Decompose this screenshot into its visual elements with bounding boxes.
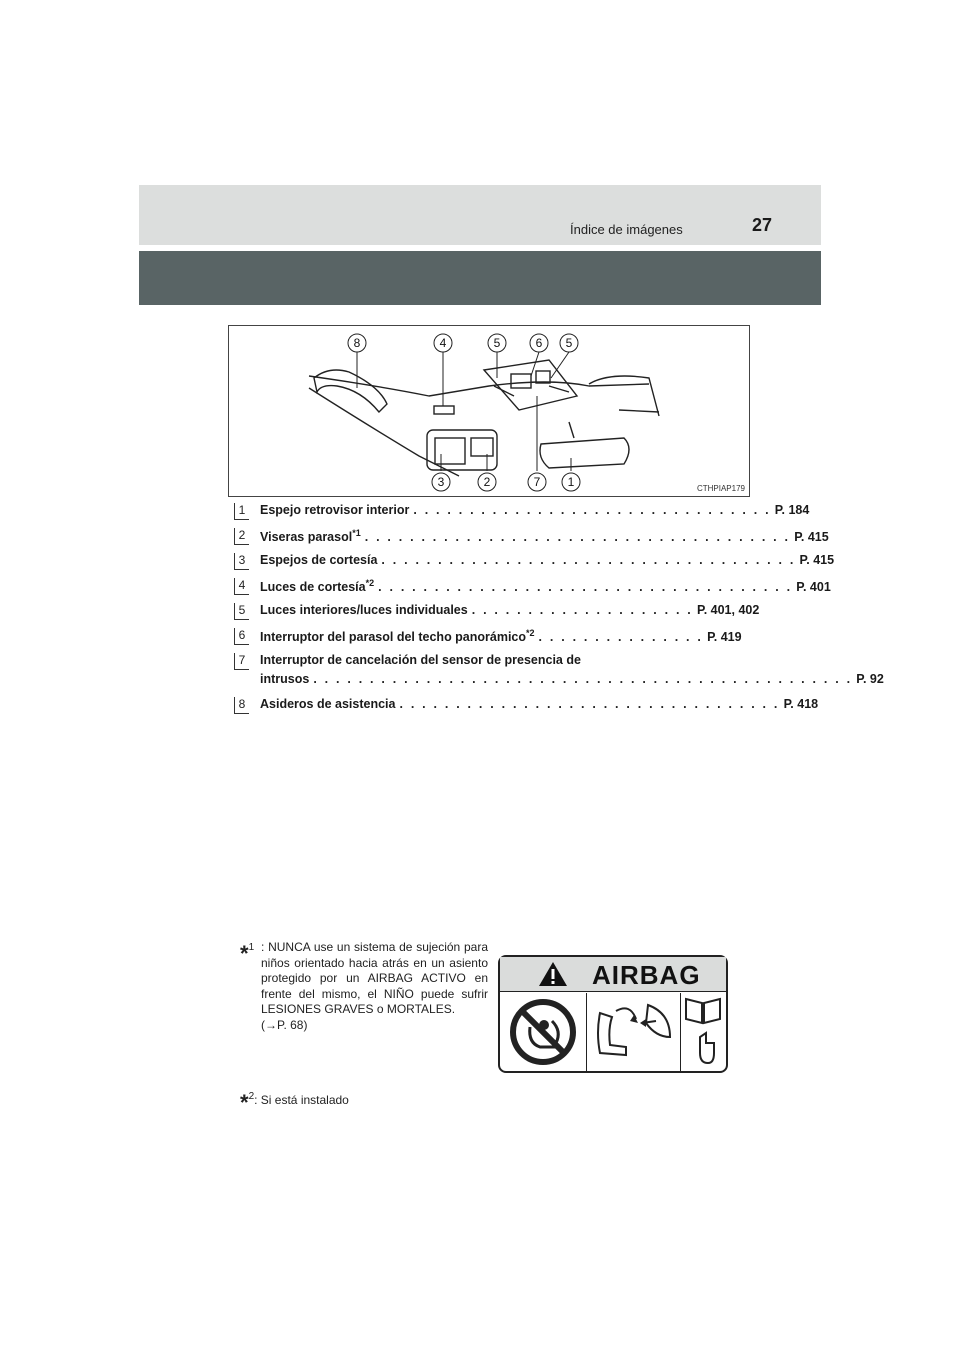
- section-title: Índice de imágenes: [570, 222, 683, 237]
- callout-4: 4: [439, 336, 447, 350]
- item-number: 4: [234, 578, 249, 595]
- leader-dots: . . . . . . . . . . . . . . . . . . . . . . . . . . . . . . . . . . . . . . . . . . . . . . . .: [313, 672, 853, 686]
- callout-1: 1: [567, 475, 575, 489]
- item-number: 7: [234, 653, 249, 670]
- item-number: 6: [234, 628, 249, 645]
- item-label-line1: Interruptor de cancelación del sensor de presencia de: [260, 653, 581, 667]
- footnote-page-ref[interactable]: (→P. 68): [261, 1017, 308, 1032]
- footnote-ref: *1: [352, 528, 361, 538]
- item-label: Interruptor del parasol del techo panorámico: [260, 630, 527, 645]
- book-icon: [680, 993, 726, 1071]
- item-label: Luces interiores/luces individuales: [260, 603, 468, 617]
- airbag-deploy-panel: [586, 993, 681, 1071]
- page-ref[interactable]: P. 415: [799, 553, 835, 567]
- callout-7: 7: [533, 475, 541, 489]
- page-ref[interactable]: P. 418: [783, 697, 819, 711]
- page-ref[interactable]: P. 401: [796, 580, 831, 595]
- warning-triangle-icon: [538, 961, 568, 987]
- interior-illustration: [228, 325, 750, 497]
- footnote-ref: *2: [365, 578, 375, 588]
- leader-dots: . . . . . . . . . . . . . . . . . . . .: [471, 603, 693, 617]
- item-label: Viseras parasol: [260, 530, 353, 545]
- leader-dots: . . . . . . . . . . . . . . . . . . . . . . . . . . . . . . . .: [413, 503, 771, 517]
- list-item: [234, 651, 884, 695]
- page-ref[interactable]: P. 184: [774, 503, 810, 517]
- asterisk-icon: *: [240, 1090, 249, 1115]
- footnote-text: : Si está instalado: [254, 1093, 349, 1107]
- figure-code: CTHPIAP179: [696, 484, 745, 493]
- leader-dots: . . . . . . . . . . . . . . .: [538, 630, 704, 645]
- read-manual-panel: [680, 993, 726, 1071]
- list-item: [234, 526, 829, 551]
- prohibited-child-seat-icon: [500, 993, 586, 1071]
- list-item: [234, 695, 819, 720]
- callout-2: 2: [483, 475, 491, 489]
- callout-8: 8: [353, 336, 361, 350]
- callout-6: 6: [535, 336, 543, 350]
- callout-3: 3: [437, 475, 445, 489]
- item-label: Asideros de asistencia: [260, 697, 396, 711]
- item-number: 3: [234, 553, 249, 570]
- component-index-list: [234, 501, 884, 720]
- item-number: 5: [234, 603, 249, 620]
- page-number: 27: [752, 215, 773, 235]
- airbag-label-title: AIRBAG: [592, 960, 701, 990]
- airbag-label-header: [500, 957, 726, 992]
- leader-dots: . . . . . . . . . . . . . . . . . . . . . . . . . . . . . . . . . . . . .: [378, 580, 793, 595]
- roof-console-drawing: [229, 326, 749, 496]
- leader-dots: . . . . . . . . . . . . . . . . . . . . . . . . . . . . . . . . . . . . .: [381, 553, 796, 567]
- footnote-ref: *2: [526, 628, 535, 638]
- item-number: 8: [234, 697, 249, 714]
- item-number: 2: [234, 528, 249, 545]
- page-ref[interactable]: P. 92: [856, 672, 884, 686]
- footnote-2: [240, 1090, 349, 1116]
- airbag-deploy-icon: [586, 993, 680, 1071]
- item-number: 1: [234, 503, 249, 520]
- list-item: [234, 576, 831, 601]
- footnote-1: [240, 940, 488, 1033]
- callout-5a: 5: [493, 336, 501, 350]
- airbag-warning-label: [498, 955, 728, 1073]
- item-label: Espejo retrovisor interior: [260, 503, 410, 517]
- header-band: [139, 185, 821, 245]
- item-label: Luces de cortesía: [260, 580, 366, 595]
- list-item: [234, 501, 810, 526]
- list-item: [234, 626, 742, 651]
- leader-dots: . . . . . . . . . . . . . . . . . . . . . . . . . . . . . . . . . . . . . .: [364, 530, 791, 545]
- callout-5b: 5: [565, 336, 573, 350]
- item-label: intrusos: [260, 672, 310, 686]
- list-item: [234, 601, 760, 626]
- page-ref[interactable]: P. 401, 402: [696, 603, 760, 617]
- no-child-seat-panel: [500, 993, 587, 1071]
- page-ref[interactable]: P. 415: [794, 530, 829, 545]
- item-label: Espejos de cortesía: [260, 553, 378, 567]
- asterisk-icon: *: [240, 941, 249, 966]
- chapter-band: [139, 251, 821, 305]
- footnote-number: 2: [248, 1091, 255, 1102]
- page-ref[interactable]: P. 419: [707, 630, 742, 645]
- footnote-number: 1: [248, 942, 255, 953]
- list-item: [234, 551, 835, 576]
- leader-dots: . . . . . . . . . . . . . . . . . . . . . . . . . . . . . . . . . .: [399, 697, 780, 711]
- footnote-text: : NUNCA use un sistema de sujeción para niños orientado hacia atrás en un asiento protegido por un AIRBAG ACTIVO en frente del mismo, el NIÑO puede sufrir LESIONES GRAVES o MORTALES.: [261, 940, 488, 1016]
